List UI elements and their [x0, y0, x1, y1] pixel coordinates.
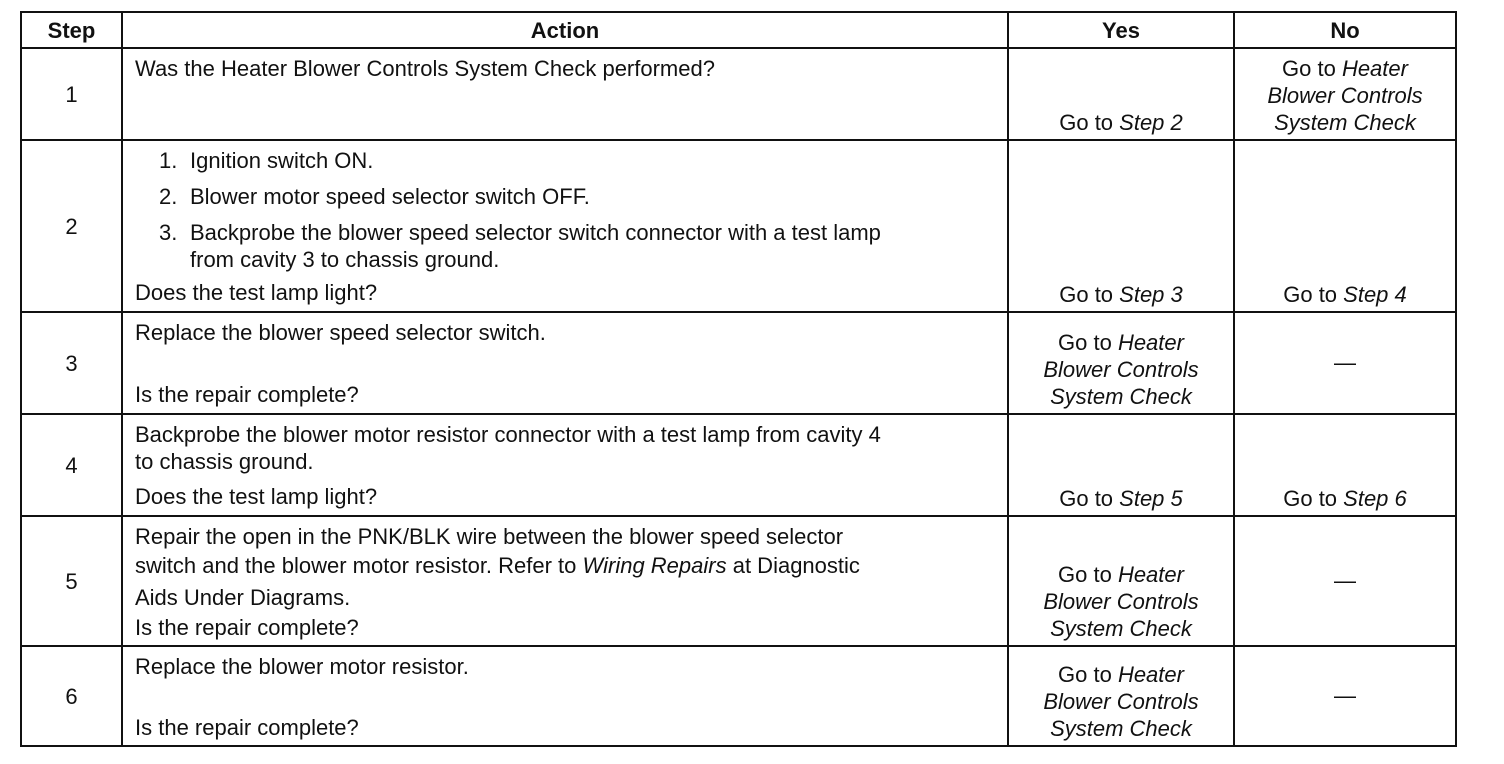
yes-link-line-1[interactable]: Heater — [1117, 662, 1184, 687]
action-question: Is the repair complete? — [135, 715, 359, 740]
no-cell — [1234, 48, 1456, 140]
action-cell — [122, 414, 1008, 516]
action-text-line-2: to chassis ground. — [135, 449, 314, 474]
header-yes: Yes — [1008, 12, 1234, 48]
action-cell — [122, 646, 1008, 746]
no-value-dash: — — [1334, 568, 1356, 593]
action-question: Is the repair complete? — [135, 615, 359, 640]
action-text-line-2a: switch and the blower motor resistor. Refer to — [135, 553, 583, 578]
list-item-number: 1. — [159, 148, 178, 173]
list-item-text: Blower motor speed selector switch OFF. — [190, 184, 590, 209]
no-link-line-1[interactable]: Heater — [1341, 56, 1408, 81]
table-row — [21, 140, 1456, 312]
no-cell — [1234, 140, 1456, 312]
no-cell — [1234, 414, 1456, 516]
yes-link-line-2[interactable]: Blower Controls — [1043, 689, 1199, 714]
yes-cell — [1008, 414, 1234, 516]
no-prefix: Go to — [1283, 282, 1344, 307]
action-text: Was the Heater Blower Controls System Check performed? — [135, 56, 715, 81]
yes-cell — [1008, 48, 1234, 140]
action-text: Replace the blower motor resistor. — [135, 654, 469, 679]
no-prefix: Go to — [1282, 56, 1342, 81]
action-text-line-1: Repair the open in the PNK/BLK wire between the blower speed selector — [135, 524, 844, 549]
list-item — [135, 183, 997, 210]
step-number: 4 — [21, 414, 122, 516]
action-text-line-2b: at Diagnostic — [726, 553, 860, 578]
no-prefix: Go to — [1283, 486, 1344, 511]
yes-link-line-3[interactable]: System Check — [1050, 716, 1192, 741]
yes-step-link[interactable]: Step 2 — [1119, 110, 1183, 135]
no-link-line-3[interactable]: System Check — [1274, 110, 1416, 135]
table-row — [21, 646, 1456, 746]
diagnostic-table — [20, 11, 1457, 747]
yes-link-line-1[interactable]: Heater — [1117, 330, 1184, 355]
step-number: 5 — [21, 516, 122, 646]
yes-link-line-2[interactable]: Blower Controls — [1043, 357, 1199, 382]
yes-cell — [1008, 140, 1234, 312]
header-no: No — [1234, 12, 1456, 48]
header-row — [21, 12, 1456, 48]
yes-prefix: Go to — [1058, 662, 1118, 687]
action-question: Is the repair complete? — [135, 382, 359, 407]
step-number: 1 — [21, 48, 122, 140]
header-step: Step — [21, 12, 122, 48]
no-value-dash: — — [1334, 350, 1356, 375]
no-cell — [1234, 516, 1456, 646]
list-item-text-line-1: Backprobe the blower speed selector switch connector with a test lamp — [190, 220, 881, 245]
no-link-line-2[interactable]: Blower Controls — [1267, 83, 1423, 108]
step-number: 6 — [21, 646, 122, 746]
action-question: Does the test lamp light? — [135, 280, 378, 305]
yes-prefix: Go to — [1059, 110, 1120, 135]
list-item — [135, 147, 997, 174]
action-cell — [122, 312, 1008, 414]
wiring-repairs-link[interactable]: Wiring Repairs — [582, 553, 727, 578]
action-cell — [122, 48, 1008, 140]
header-action: Action — [122, 12, 1008, 48]
no-cell — [1234, 646, 1456, 746]
table-row — [21, 414, 1456, 516]
list-item-number: 2. — [159, 184, 178, 209]
yes-step-link[interactable]: Step 3 — [1119, 282, 1183, 307]
step-number: 2 — [21, 140, 122, 312]
no-step-link[interactable]: Step 4 — [1343, 282, 1407, 307]
yes-link-line-2[interactable]: Blower Controls — [1043, 589, 1199, 614]
action-cell — [122, 140, 1008, 312]
no-cell — [1234, 312, 1456, 414]
no-step-link[interactable]: Step 6 — [1343, 486, 1407, 511]
table-row — [21, 516, 1456, 646]
list-item-number: 3. — [159, 220, 178, 245]
table-row — [21, 312, 1456, 414]
action-cell — [122, 516, 1008, 646]
action-text: Replace the blower speed selector switch. — [135, 320, 546, 345]
yes-link-line-3[interactable]: System Check — [1050, 616, 1192, 641]
yes-cell — [1008, 312, 1234, 414]
step-number: 3 — [21, 312, 122, 414]
yes-cell — [1008, 646, 1234, 746]
yes-link-line-3[interactable]: System Check — [1050, 384, 1192, 409]
yes-prefix: Go to — [1059, 486, 1120, 511]
sub-step-list — [135, 147, 997, 273]
action-text-line-1: Backprobe the blower motor resistor connector with a test lamp from cavity 4 — [135, 422, 881, 447]
action-question: Does the test lamp light? — [135, 484, 378, 509]
yes-prefix: Go to — [1059, 282, 1120, 307]
action-text-line-3: Aids Under Diagrams. — [135, 585, 351, 610]
list-item-text-line-2: from cavity 3 to chassis ground. — [190, 247, 500, 272]
yes-cell — [1008, 516, 1234, 646]
list-item — [135, 219, 997, 273]
no-value-dash: — — [1334, 683, 1356, 708]
yes-link-line-1[interactable]: Heater — [1117, 562, 1184, 587]
yes-prefix: Go to — [1058, 330, 1118, 355]
yes-step-link[interactable]: Step 5 — [1119, 486, 1183, 511]
list-item-text: Ignition switch ON. — [190, 148, 374, 173]
yes-prefix: Go to — [1058, 562, 1118, 587]
table-row — [21, 48, 1456, 140]
